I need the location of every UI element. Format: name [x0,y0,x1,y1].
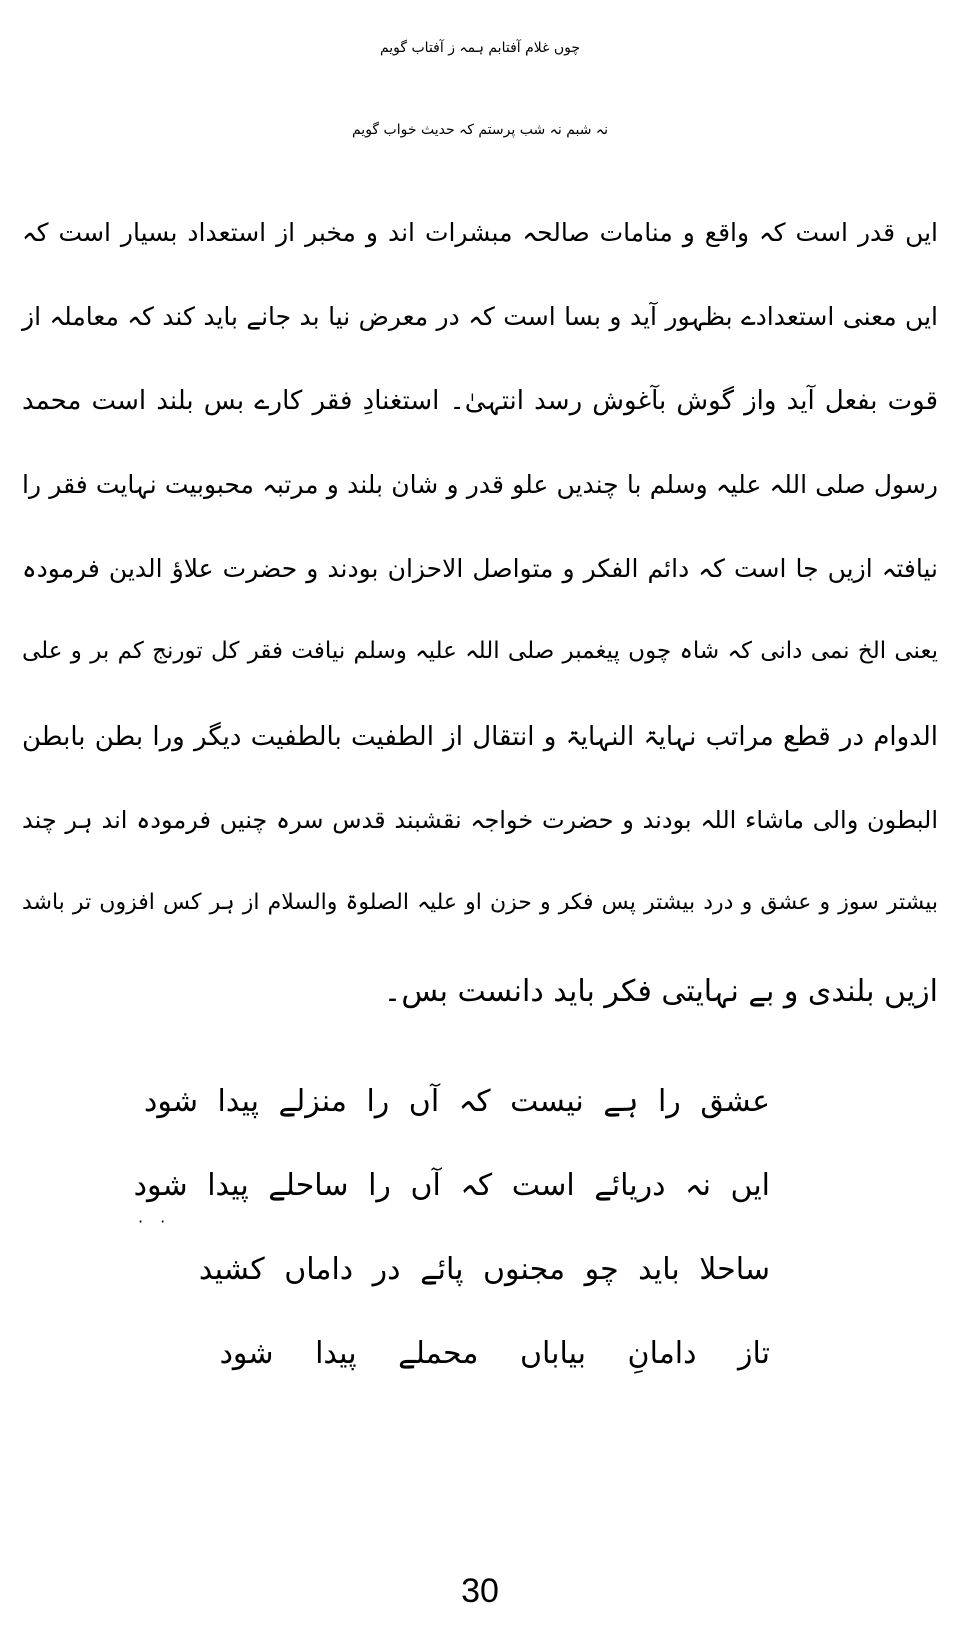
closing-verse-line-4: تاز دامانِ بیاباں محملے پیدا شود [219,1336,770,1371]
closing-verse-line-1: عشق را ہے نیست کہ آں را منزلے پیدا شود [143,1084,770,1119]
opening-verse-line-2: نہ شبم نہ شب پرستم کہ حدیث خواب گویم [351,122,609,138]
prose-line-7: الدوام در قطع مراتب نہایۃ النہایۃ و انتقال از الطفیت بالطفیت دیگر ورا بطن بابطن [22,722,938,752]
opening-verse-line-1: چوں غلام آفتابم ہمہ ز آفتاب گویم [379,40,581,56]
prose-line-3: قوت بفعل آید واز گوش بآغوش رسد انتہیٰ۔ استغنادِ فقر کارے بس بلند است محمد [22,386,938,416]
scan-speckle: · · [138,1212,172,1231]
prose-line-2: ایں معنی استعدادے بظہور آید و بسا است کہ در معرض نیا بد جانے باید کند کہ معاملہ از [22,302,938,331]
prose-line-1: ایں قدر است کہ واقع و منامات صالحہ مبشرات اند و مخبر از استعداد بسیار است کہ [22,218,938,247]
prose-line-6: یعنی الخ نمی دانی کہ شاہ چوں پیغمبر صلی اللہ علیہ وسلم نیافت فقر کل تورنج کم بر و علی [22,638,938,664]
prose-line-9: بیشتر سوز و عشق و درد بیشتر پس فکر و حزن او علیہ الصلوۃ والسلام از ہر کس افزوں تر باشد [22,890,938,915]
prose-line-10: ازیں بلندی و بے نہایتی فکر باید دانست بس۔ [383,974,938,1009]
page-number: 30 [461,1572,499,1610]
closing-verse-line-2: ایں نہ دریائے است کہ آں را ساحلے پیدا شود [133,1168,770,1203]
prose-line-5: نیافتہ ازیں جا است کہ دائم الفکر و متواصل الاحزان بودند و حضرت علاؤ الدین فرمودہ [22,554,938,583]
prose-line-4: رسول صلی اللہ علیہ وسلم با چندیں علو قدر و شان بلند و مرتبہ محبوبیت نہایت فقر را [22,470,938,499]
prose-line-8: البطون والی ماشاء اللہ بودند و حضرت خواجہ نقشبند قدس سرہ چنیں فرمودہ اند ہر چند [22,806,938,834]
closing-verse-line-3: ساحلا باید چو مجنوں پائے در داماں کشید [198,1252,770,1287]
